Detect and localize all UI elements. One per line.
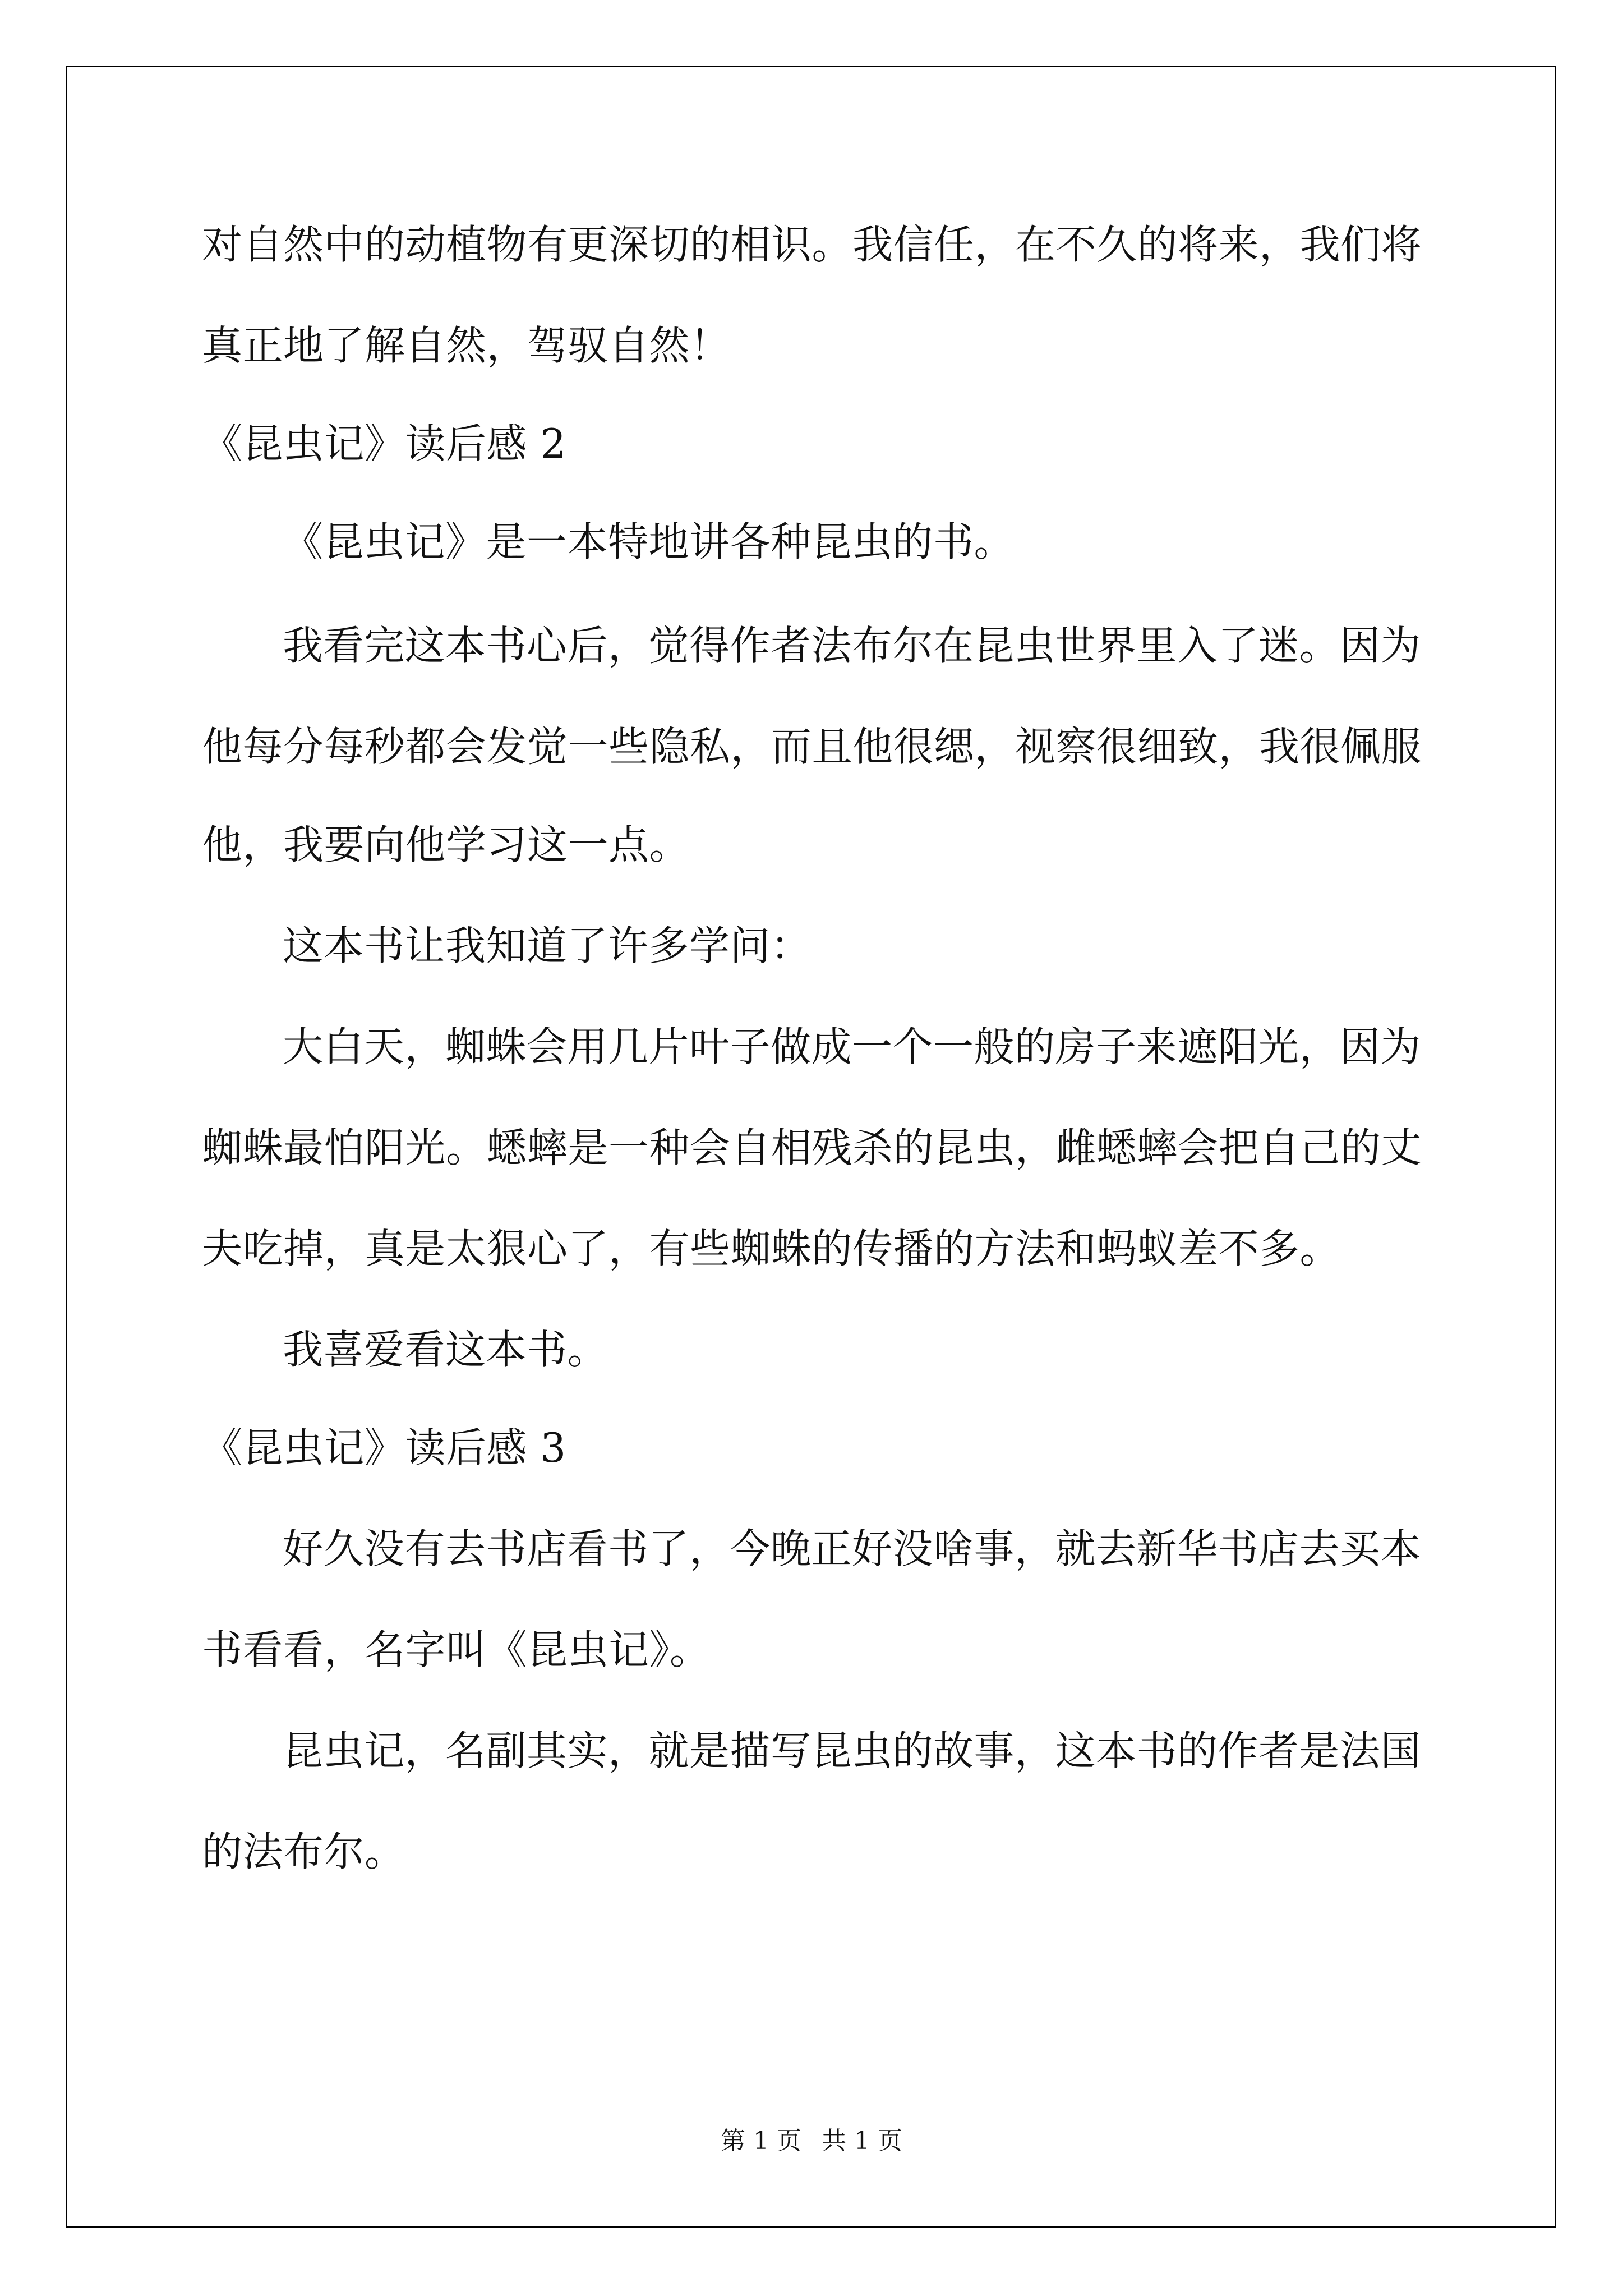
paragraph-line: 我喜爱看这本书。: [283, 1326, 608, 1373]
paragraph-line: 书看看，名字叫《昆虫记》。: [202, 1626, 711, 1673]
paragraph-line: 的法布尔。: [202, 1828, 405, 1875]
paragraph-line: 好久没有去书店看书了，今晚正好没啥事，就去新华书店去买本: [283, 1525, 1422, 1572]
paragraph-line: 他每分每秒都会发觉一些隐私，而且他很缌，视察很细致，我很佩服: [202, 723, 1422, 770]
paragraph-line: 夫吃掉，真是太狠心了，有些蜘蛛的传播的方法和蚂蚁差不多。: [202, 1225, 1341, 1272]
paragraph-line: 对自然中的动植物有更深切的相识。我信任，在不久的将来，我们将: [202, 221, 1422, 268]
page-footer: [0, 2120, 1623, 2156]
paragraph-line: 这本书让我知道了许多学问：: [283, 922, 811, 969]
paragraph-line: 我看完这本书心后，觉得作者法布尔在昆虫世界里入了迷。因为: [283, 622, 1422, 669]
paragraph-line: 昆虫记，名副其实，就是描写昆虫的故事，这本书的作者是法国: [283, 1727, 1422, 1774]
section-heading: 《昆虫记》读后感 3: [202, 1424, 566, 1471]
paragraph-line: 蜘蛛最怕阳光。蟋蟀是一种会自相残杀的昆虫，雌蟋蟀会把自己的丈: [202, 1124, 1422, 1171]
paragraph-line: 《昆虫记》是一本特地讲各种昆虫的书。: [283, 518, 1015, 565]
paragraph-line: 他，我要向他学习这一点。: [202, 821, 690, 868]
paragraph-line: 真正地了解自然，驾驭自然！: [202, 322, 731, 369]
section-heading: 《昆虫记》读后感 2: [202, 420, 566, 467]
page-total: 共 1 页: [822, 2127, 902, 2155]
page-number: 第 1 页: [721, 2127, 801, 2155]
paragraph-line: 大白天，蜘蛛会用几片叶子做成一个一般的房子来遮阳光，因为: [283, 1023, 1422, 1070]
